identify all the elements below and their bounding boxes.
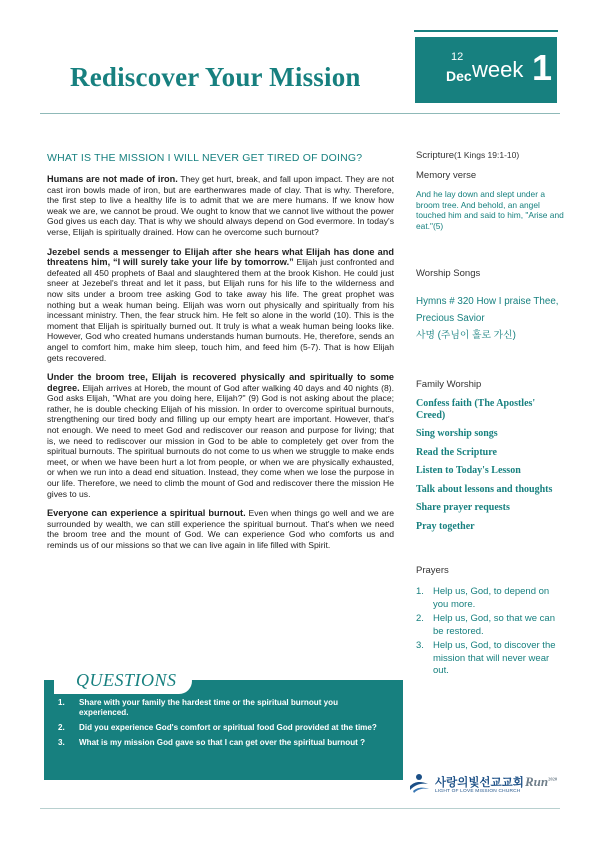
article-paragraph: [47, 174, 394, 238]
prayer-number: 3.: [416, 640, 424, 651]
family-worship-item: Share prayer requests: [416, 502, 510, 513]
run-logo-year: 2020: [548, 776, 558, 782]
family-worship-item: Sing worship songs: [416, 428, 498, 439]
article-paragraph: [47, 247, 394, 364]
song-item: 사명 (주님이 홀로 가신): [416, 330, 516, 341]
church-name-korean: 사랑의빛선교교회: [435, 777, 524, 789]
article-paragraph: [47, 372, 394, 499]
date-day: 12: [451, 51, 464, 63]
prayers-list: [416, 586, 566, 678]
family-worship-item: Pray together: [416, 520, 475, 532]
church-logo: [408, 770, 568, 806]
family-worship-item: Talk about lessons and thoughts: [416, 483, 553, 495]
scripture-label: Scripture: [416, 150, 455, 161]
questions-box: [44, 668, 403, 780]
paragraph-lead: Humans are not made of iron.: [47, 174, 178, 184]
family-worship-item: Listen to Today's Lesson: [416, 465, 521, 476]
week-badge: [415, 37, 557, 103]
paragraph-body: They get hurt, break, and fall upon impact. They are not cast iron bowls made of iron, but are earthenwares made of clay. That is why. Therefore, the first step to live a healthy life is to admit that we are mere humans. If we know how weak we are, we cannot be proud. We ought to know that we cannot live without the power God gives us each day. That is why we should always depend on God evermore. In today's verse, Elijah is spiritually drained. How can he overcome such burnout?: [47, 174, 395, 237]
question-text: What is my mission God gave so that I can get over the spiritual burnout ?: [79, 738, 366, 747]
paragraph-lead: Jezebel sends a messenger to Elijah after she hears what Elijah has done and threatens him, “I will surely take your life by tomorrow.”: [47, 246, 394, 268]
prayer-text: Help us, God, to discover the mission that will never wear out.: [433, 640, 556, 676]
paragraph-body: Elijah arrives at Horeb, the mount of God after walking 40 days and 40 nights (8). God asks Elijah, "What are you doing here, Elijah?" (9) God is not asking about the place; rather, he is double checking Elijah of his mission. In order to overcome spiritual burnouts, strengthening our tired body and filling up our empty heart are important. However, that's not enough. We need to meet God and rediscover our reason and purpose for living; that is, we need to rediscover our mission in God to be able to completely get over from the spiritual burnouts. The spiritual burnouts do not come to us when we struggle to make ends meet, or when we have been hurt a lot from people, or when we are physically exhausted, or when we run into a dead end situation. Instead, they come when we lose the purpose in our life. Therefore, we need to climb the mount of God and rediscover there the mission He gives to us.: [47, 382, 394, 499]
questions-title: QUESTIONS: [76, 670, 177, 690]
family-worship-list: [416, 398, 566, 532]
paragraph-body: Even when things go well and we are surrounded by wealth, we can still experience the spiritual burnout. That's when we need the broom tree and the mount of God. We can experience God who comforts us and reminds us of our missions so that we can live again in life filled with Spirit.: [47, 508, 394, 550]
run-logo-text: Run: [525, 774, 549, 789]
prayer-item: [416, 613, 566, 638]
week-badge-tab: [414, 30, 558, 40]
paragraph-body: Elijah just confronted and defeated all 450 prophets of Baal and slaughtered them at the brook Kishon. He could just sneer at Jezebel's threat and let it pass, but Elijah runs for his life to the wilderness and now sits under a broom tree asking God to take away his life. The great prophet was nothing but a weak human being. Elijah was worn out physically and spiritually from his incessant ministry. Then, the fear struck him. He felt so alone in the world (10). This is the moment that Elijah is spiritually burned out. It truly is what a weak human being looks like. However, God who created humans understands human burnouts. He, therefore, sends an angel to comfort him, make him sleep, touch him, and feed him (5-7). That is how Elijah gets recovered.: [47, 257, 394, 363]
prayer-number: 2.: [416, 613, 424, 624]
article-paragraph: [47, 508, 394, 550]
memory-verse-label: Memory verse: [416, 170, 477, 181]
scripture-section: [416, 150, 566, 231]
question-item: [58, 738, 388, 748]
prayers-section: [416, 565, 566, 680]
question-number: 2.: [58, 723, 65, 732]
scripture-reference: (1 Kings 19:1-10): [454, 150, 520, 160]
article-heading: WHAT IS THE MISSION I WILL NEVER GET TIRED OF DOING?: [47, 152, 363, 164]
question-item: [58, 723, 388, 733]
date-month: Dec: [446, 68, 472, 84]
footer-divider: [40, 808, 560, 809]
page-title: Rediscover Your Mission: [70, 62, 361, 92]
question-number: 3.: [58, 738, 65, 747]
prayer-item: [416, 586, 566, 611]
memory-verse-text: And he lay down and slept under a broom tree. And behold, an angel touched him and said to him, "Arise and eat."(5): [416, 189, 564, 231]
prayer-text: Help us, God, to depend on you more.: [433, 586, 550, 610]
prayers-label: Prayers: [416, 565, 449, 576]
family-worship-item: Confess faith (The Apostles' Creed): [416, 398, 536, 421]
question-number: 1.: [58, 698, 65, 707]
paragraph-lead: Under the broom tree, Elijah is recovered physically and spiritually to some degree.: [47, 372, 394, 393]
main-article: [47, 152, 394, 560]
song-item: Hymns # 320 How I praise Thee, Precious Savior: [416, 296, 559, 324]
questions-list: [58, 698, 388, 753]
question-text: Share with your family the hardest time or the spiritual burnout you experienced.: [79, 698, 339, 717]
worship-songs-list: [416, 293, 566, 344]
scripture-heading: [416, 150, 566, 161]
run-logo: [525, 774, 557, 790]
church-logo-icon: [408, 772, 430, 794]
family-worship-item: Read the Scripture: [416, 446, 497, 458]
worship-songs-label: Worship Songs: [416, 268, 481, 279]
prayer-text: Help us, God, so that we can be restored.: [433, 613, 555, 637]
paragraph-lead: Everyone can experience a spiritual burnout.: [47, 508, 246, 519]
prayer-item: [416, 640, 566, 678]
header-divider: [40, 113, 560, 114]
question-text: Did you experience God's comfort or spiritual food God provided at the time?: [79, 723, 377, 732]
question-item: [58, 698, 388, 718]
week-label: week: [472, 57, 524, 82]
church-name-english: LIGHT OF LOVE MISSION CHURCH: [435, 789, 521, 794]
family-worship-label: Family Worship: [416, 379, 482, 390]
prayer-number: 1.: [416, 586, 424, 597]
family-worship-section: [416, 379, 566, 539]
week-number: 1: [532, 47, 553, 88]
worship-songs-section: [416, 268, 566, 344]
